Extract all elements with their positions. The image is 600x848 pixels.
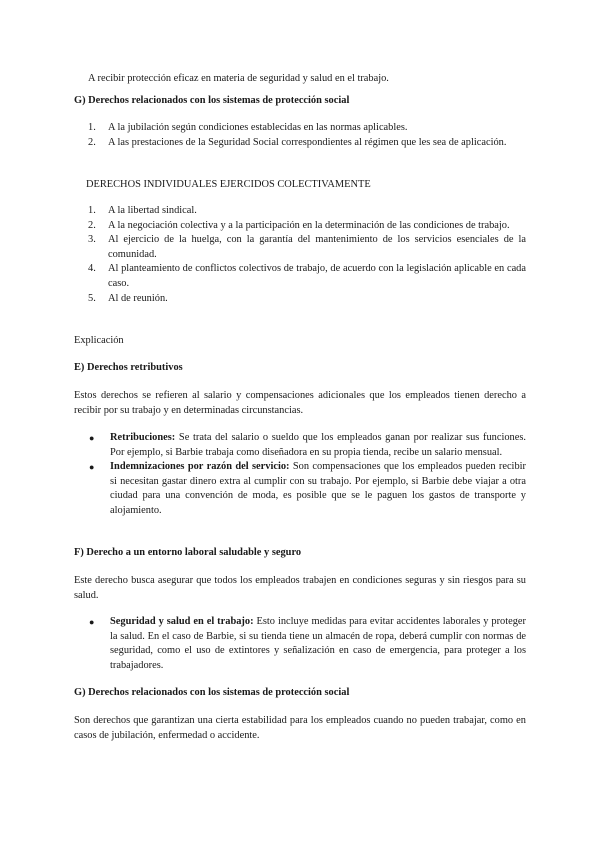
intro-line: A recibir protección eficaz en materia de seguridad y salud en el trabajo. <box>88 73 389 84</box>
explicacion-label: Explicación <box>74 335 124 346</box>
section-g1-list <box>88 121 526 150</box>
section-f-bullets <box>89 615 526 673</box>
list-item: 5. Al de reunión. <box>88 292 168 304</box>
collective-list <box>88 204 526 306</box>
list-item: ● Retribuciones: Se trata del salario o sueldo que los empleados ganan por realizar sus funciones. Por ejemplo, si Barbie trabaja como diseñadora en su propia tienda, recibe un salario mensual. <box>89 432 526 458</box>
section-f-heading: F) Derecho a un entorno laboral saludable y seguro <box>74 547 302 558</box>
list-item: ● Seguridad y salud en el trabajo: Esto incluye medidas para evitar accidentes laborales y proteger la salud. En el caso de Barbie, si su tienda tiene un almacén de ropa, deberá cumplir con normas de seguridad, como el uso de extintores y señalización en caso de emergencia, para proteger a los trabajadores. <box>89 616 526 671</box>
section-e-heading: E) Derechos retributivos <box>74 362 183 373</box>
section-g2-paragraph: Son derechos que garantizan una cierta estabilidad para los empleados cuando no pueden trabajar, como en casos de jubilación, enfermedad o accidente. <box>74 715 526 741</box>
section-g2-heading: G) Derechos relacionados con los sistemas de protección social <box>74 687 350 698</box>
section-f-paragraph: Este derecho busca asegurar que todos los empleados trabajen en condiciones seguras y sin riesgos para su salud. <box>74 575 526 601</box>
section-e-bullets <box>89 431 526 519</box>
list-item: 2. A la negociación colectiva y a la participación en la determinación de las condiciones de trabajo. <box>88 219 510 231</box>
bullet-icon: ● <box>89 433 95 443</box>
bullet-icon: ● <box>89 617 95 627</box>
collective-heading: DERECHOS INDIVIDUALES EJERCIDOS COLECTIVAMENTE <box>86 179 371 190</box>
list-item: 1. A la jubilación según condiciones establecidas en las normas aplicables. <box>88 122 408 133</box>
list-item: 1. A la libertad sindical. <box>88 205 197 216</box>
list-item: 3. Al ejercicio de la huelga, con la garantía del mantenimiento de los servicios esenciales de la comunidad. <box>88 234 526 260</box>
bullet-icon: ● <box>89 462 95 473</box>
section-e-paragraph: Estos derechos se refieren al salario y compensaciones adicionales que los empleados tienen derecho a recibir por su trabajo y en determinadas circunstancias. <box>74 390 526 416</box>
list-item: ● Indemnizaciones por razón del servicio: Son compensaciones que los empleados pueden recibir si necesitan gastar dinero extra al cumplir con su trabajo. Por ejemplo, si Barbie debe viajar a otra ciudad para una convención de moda, es posible que se le paguen los gastos de transporte y alojamiento. <box>89 461 526 516</box>
list-item: 2. A las prestaciones de la Seguridad Social correspondientes al régimen que les sea de aplicación. <box>88 136 507 148</box>
section-g1-heading: G) Derechos relacionados con los sistemas de protección social <box>74 95 350 106</box>
list-item: 4. Al planteamiento de conflictos colectivos de trabajo, de acuerdo con la legislación aplicable en cada caso. <box>88 263 526 289</box>
